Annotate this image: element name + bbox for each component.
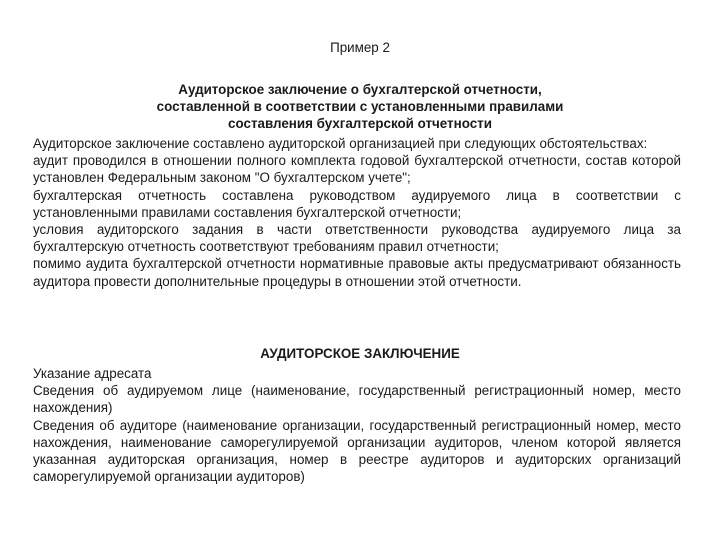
paragraph: аудит проводился в отношении полного комплекта годовой бухгалтерской отчетности, состав которой установлен Федеральным законом "О бухгалтерском учете"; (33, 153, 681, 186)
section-item: Указание адресата (33, 366, 152, 381)
document-heading (0, 81, 720, 132)
paragraph: Аудиторское заключение составлено аудиторской организацией при следующих обстоятельствах: (33, 136, 648, 151)
paragraph: условия аудиторского задания в части ответственности руководства аудируемого лица за бухгалтерскую отчетность соответствуют требованиям правил отчетности; (33, 222, 681, 255)
paragraph: бухгалтерская отчетность составлена руководством аудируемого лица в соответствии с установленными правилами составления бухгалтерской отчетности; (33, 187, 681, 220)
heading-line: составленной в соответствии с установленными правилами (156, 99, 564, 114)
heading-line: составления бухгалтерской отчетности (228, 116, 492, 131)
section-items (33, 365, 681, 485)
example-title: Пример 2 (330, 40, 390, 55)
circumstances-text (33, 135, 681, 290)
paragraph: помимо аудита бухгалтерской отчетности нормативные правовые акты предусматривают обязанность аудитора провести дополнительные процедуры в отношении этой отчетности. (33, 256, 681, 289)
section-item: Сведения об аудиторе (наименование организации, государственный регистрационный номер, место нахождения, наименование саморегулируемой организации аудиторов, членом которой является указанная аудиторская организация, номер в реестре аудиторов и аудиторских организаций саморегулируемой организации аудиторов) (33, 417, 681, 485)
heading-line: Аудиторское заключение о бухгалтерской отчетности, (178, 82, 542, 97)
section-item: Сведения об аудируемом лице (наименование, государственный регистрационный номер, место нахождения) (33, 383, 681, 416)
section-heading: АУДИТОРСКОЕ ЗАКЛЮЧЕНИЕ (260, 346, 460, 361)
